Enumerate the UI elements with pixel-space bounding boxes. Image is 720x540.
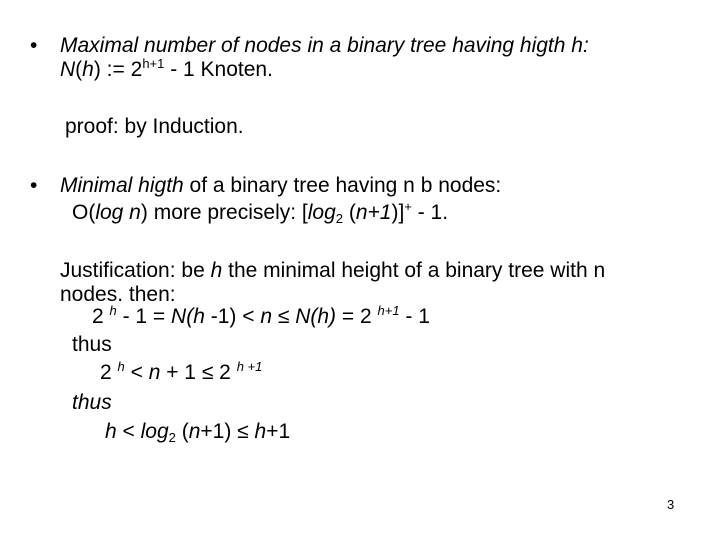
equation-2: 2 $^h$ < n + 1 ≤ 2 $^{h +1}$ [100,359,263,384]
bullet-marker: • [30,174,38,197]
justification-line-1: Justification: be h the minimal height of a binary tree with n [60,259,606,282]
bullet-1-line-1 [60,35,589,56]
equation-1: 2 $^h$ - 1 = N(h -1) < n ≤ N(h) = 2 $^{h+1}$ - 1 [92,303,430,328]
thus-label: thus [72,391,112,414]
bullet-marker: • [30,34,38,57]
equation-3: $h < \log_2 (n+1) \le h+1$ [105,420,291,445]
bullet-1-text: Maximal number of nodes in a binary tree having higth h: [60,34,589,57]
page-number: 3 [667,497,675,512]
thus-label: thus [72,333,112,356]
proof-text: proof: by Induction. [65,115,244,138]
bullet-2-line-2: O(log n) more precisely: [$\log_2$ (n+1)]+ - 1. [72,199,449,226]
justification-line-2: nodes. then: [60,283,176,306]
bullet-2-line-1: Minimal higth of a binary tree having n b nodes: [60,174,502,197]
bullet-1-line-2: N(h) := $2^{h+1} - 1$ Knoten. [60,56,273,81]
